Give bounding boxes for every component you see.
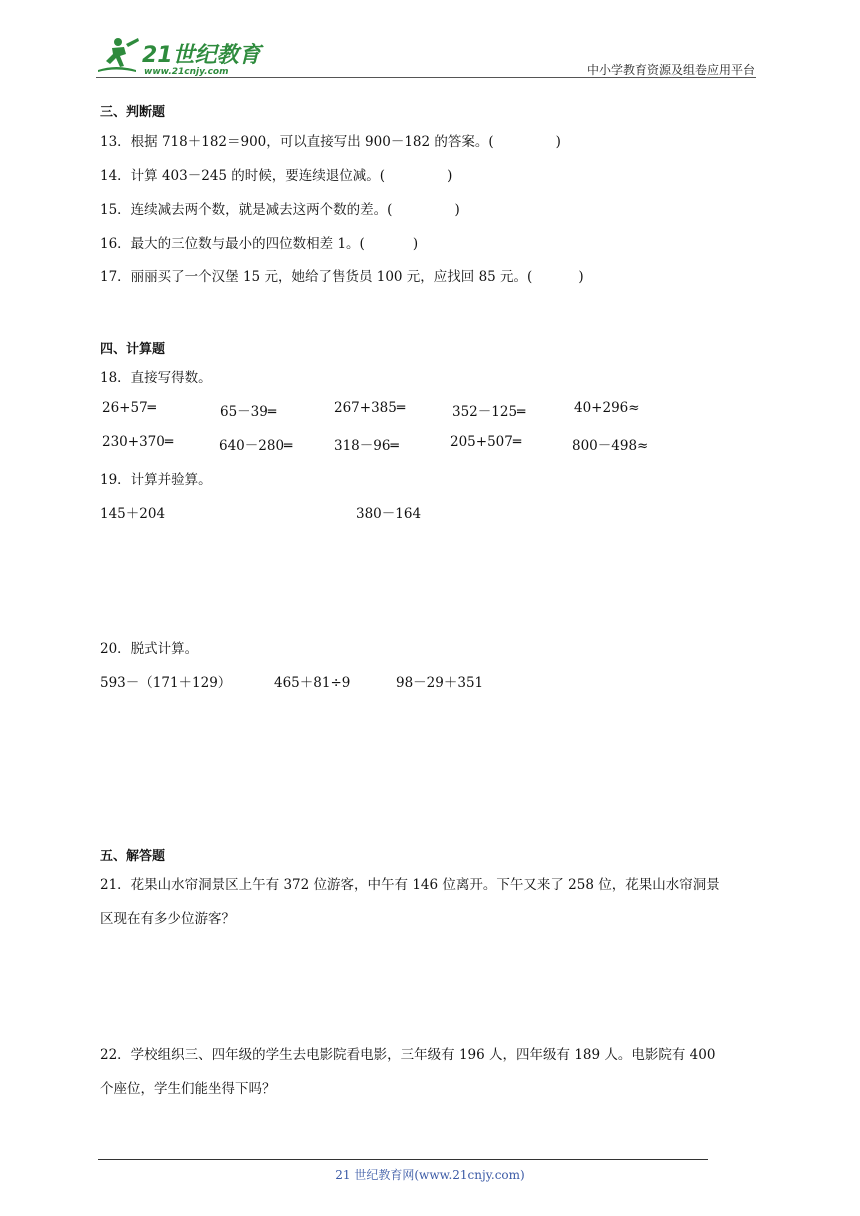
stepwise-calc-item: 465＋81÷9 — [274, 675, 351, 691]
question-20: 20．脱式计算。 — [100, 641, 199, 657]
logo-url: www.21cnjy.com — [144, 67, 229, 76]
question-15 — [100, 198, 460, 218]
question-13 — [100, 130, 561, 150]
mental-calc-item: 318－96═ — [334, 438, 399, 454]
logo-text: 21世纪教育 — [142, 43, 261, 68]
mental-calc-item: 230+370═ — [102, 434, 173, 450]
header-platform-text: 中小学教育资源及组卷应用平台 — [586, 63, 755, 77]
section-title-word-problems: 五、解答题 — [100, 849, 166, 864]
question-19: 19．计算并验算。 — [100, 472, 212, 488]
question-21-line2: 区现在有多少位游客？ — [100, 911, 235, 927]
mental-calc-item: 352－125═ — [452, 404, 526, 420]
mental-calc-item: 65－39═ — [220, 404, 276, 420]
mental-calc-item: 26+57═ — [102, 400, 156, 416]
footer-text: 21 世纪教育网(www.21cnjy.com) — [335, 1168, 525, 1182]
question-17 — [100, 265, 584, 285]
question-21-line1: 21．花果山水帘洞景区上午有 372 位游客，中午有 146 位离开。下午又来了 258 位，花果山水帘洞景 — [100, 877, 720, 893]
question-16-text: 16．最大的三位数与最小的四位数相差 1。( — [100, 236, 365, 252]
answer-paren: ) — [555, 134, 561, 150]
section-title-judgment: 三、判断题 — [100, 105, 166, 120]
answer-paren: ) — [412, 236, 419, 252]
question-22-line2: 个座位，学生们能坐得下吗？ — [100, 1081, 276, 1097]
question-18: 18．直接写得数。 — [100, 370, 212, 386]
vertical-calc-item: 145＋204 — [100, 506, 166, 522]
question-17-text: 17．丽丽买了一个汉堡 15 元，她给了售货员 100 元，应找回 85 元。( — [100, 269, 533, 285]
mental-calc-item: 40+296≈ — [574, 400, 640, 416]
question-15-text: 15．连续减去两个数，就是减去这两个数的差。( — [100, 202, 393, 218]
mental-calc-item: 640－280═ — [219, 438, 293, 454]
mental-calc-item: 800－498≈ — [572, 438, 649, 454]
question-16 — [100, 232, 418, 252]
question-14 — [100, 164, 452, 184]
header-divider — [96, 77, 756, 78]
answer-paren: ) — [578, 269, 584, 285]
answer-paren: ) — [454, 202, 460, 218]
question-22-line1: 22．学校组织三、四年级的学生去电影院看电影，三年级有 196 人，四年级有 189 人。电影院有 400 — [100, 1047, 716, 1063]
section-title-calculation: 四、计算题 — [100, 342, 166, 357]
vertical-calc-item: 380－164 — [356, 506, 422, 522]
mental-calc-item: 267+385═ — [334, 400, 405, 416]
answer-paren: ) — [447, 168, 453, 184]
stepwise-calc-item: 593－（171＋129） — [100, 675, 232, 691]
footer-divider — [98, 1159, 708, 1160]
site-logo — [96, 34, 266, 76]
mental-calc-item: 205+507═ — [450, 434, 521, 450]
question-14-text: 14．计算 403－245 的时候，要连续退位减。( — [100, 168, 386, 184]
question-13-text: 13．根据 718＋182＝900，可以直接写出 900－182 的答案。( — [100, 134, 494, 150]
stepwise-calc-item: 98－29＋351 — [396, 675, 484, 691]
